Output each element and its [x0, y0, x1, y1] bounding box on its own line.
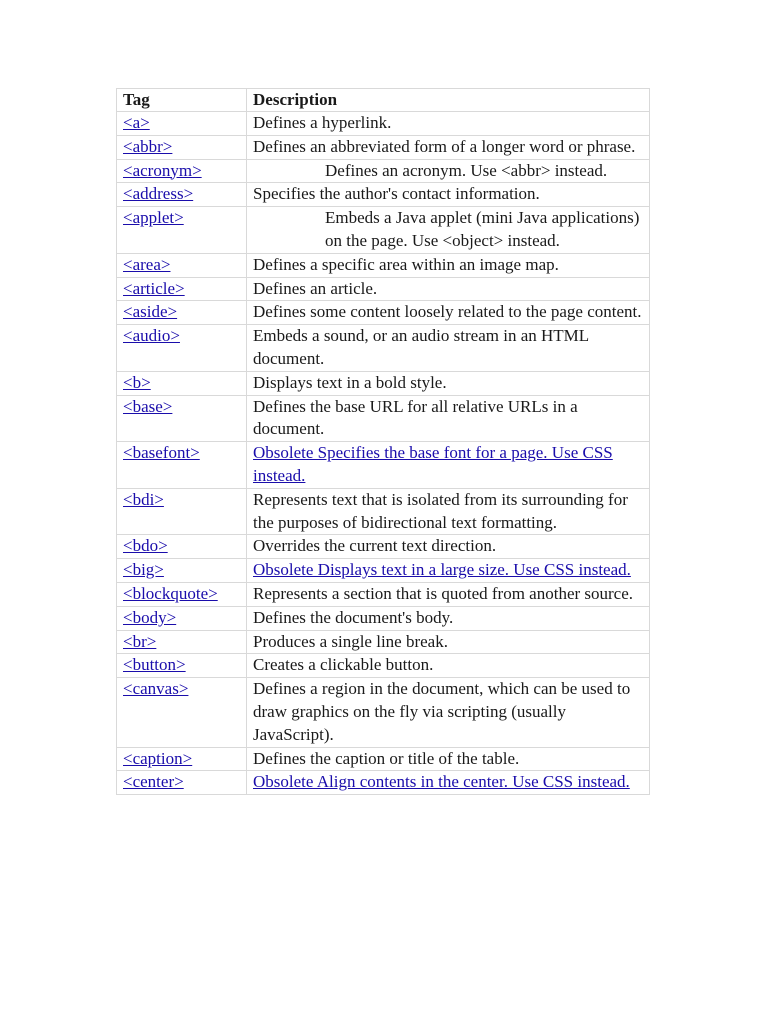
description-text: Overrides the current text direction.	[253, 536, 497, 556]
tag-link[interactable]: <basefont>	[123, 443, 200, 463]
table-row	[117, 395, 650, 442]
tag-link[interactable]: <abbr>	[123, 136, 173, 156]
description-text: Embeds a Java applet (mini Java applications) on the page. Use <object> instead.	[325, 208, 640, 250]
tag-cell	[117, 488, 247, 535]
table-row	[117, 207, 650, 254]
tag-cell	[117, 606, 247, 630]
description-link[interactable]: Obsolete Align contents in the center. Use CSS instead.	[253, 772, 630, 792]
table-row	[117, 678, 650, 747]
description-link[interactable]: Obsolete Specifies the base font for a page. Use CSS instead.	[253, 443, 613, 485]
tag-cell	[117, 159, 247, 183]
description-link[interactable]: Obsolete Displays text in a large size. Use CSS instead.	[253, 560, 631, 580]
tag-cell	[117, 654, 247, 678]
description-cell	[247, 559, 650, 583]
description-text: Defines an article.	[253, 278, 378, 298]
tag-link[interactable]: <base>	[123, 396, 173, 416]
table-row	[117, 442, 650, 489]
description-cell	[247, 582, 650, 606]
tag-link[interactable]: <aside>	[123, 302, 178, 322]
tag-link[interactable]: <body>	[123, 607, 177, 627]
table-row	[117, 488, 650, 535]
description-cell	[247, 112, 650, 136]
html-tags-table	[116, 88, 650, 795]
tag-link[interactable]: <applet>	[123, 208, 184, 228]
tag-cell	[117, 395, 247, 442]
table-row	[117, 159, 650, 183]
tag-cell	[117, 747, 247, 771]
table-row	[117, 183, 650, 207]
tag-cell	[117, 582, 247, 606]
description-text: Defines an acronym. Use <abbr> instead.	[325, 160, 608, 180]
table-row	[117, 371, 650, 395]
description-text: Defines a hyperlink.	[253, 113, 392, 132]
description-cell	[247, 488, 650, 535]
table-row	[117, 135, 650, 159]
description-cell	[247, 747, 650, 771]
table-row	[117, 253, 650, 277]
table-row	[117, 325, 650, 372]
tag-link[interactable]: <br>	[123, 631, 157, 651]
description-cell	[247, 771, 650, 795]
description-cell	[247, 325, 650, 372]
tag-link[interactable]: <bdo>	[123, 536, 168, 556]
table-body	[117, 112, 650, 795]
description-text: Defines an abbreviated form of a longer word or phrase.	[253, 136, 636, 156]
description-text: Represents text that is isolated from its surrounding for the purposes of bidirectional text formatting.	[253, 489, 628, 532]
description-cell	[247, 253, 650, 277]
description-text: Defines the base URL for all relative URLs in a document.	[253, 396, 578, 439]
tag-cell	[117, 135, 247, 159]
description-cell	[247, 159, 650, 183]
tag-link[interactable]: <b>	[123, 372, 151, 392]
description-cell	[247, 395, 650, 442]
description-cell	[247, 442, 650, 489]
description-cell	[247, 654, 650, 678]
tag-cell	[117, 535, 247, 559]
tag-link[interactable]: <canvas>	[123, 679, 189, 699]
description-cell	[247, 207, 650, 254]
table-row	[117, 582, 650, 606]
description-cell	[247, 371, 650, 395]
tag-link[interactable]: <button>	[123, 655, 186, 675]
description-text: Defines some content loosely related to the page content.	[253, 302, 642, 322]
description-cell	[247, 606, 650, 630]
tag-link[interactable]: <article>	[123, 278, 185, 298]
table-row	[117, 301, 650, 325]
tag-cell	[117, 559, 247, 583]
tag-cell	[117, 678, 247, 747]
description-column-header: Description	[247, 89, 650, 112]
table-row	[117, 630, 650, 654]
tag-link[interactable]: <blockquote>	[123, 583, 218, 603]
description-text: Defines the document's body.	[253, 607, 454, 627]
indented-description	[253, 160, 644, 183]
tag-link[interactable]: <a>	[123, 113, 150, 132]
tag-link[interactable]: <caption>	[123, 748, 193, 768]
table-header-row	[117, 89, 650, 112]
tag-cell	[117, 771, 247, 795]
description-text: Defines the caption or title of the table.	[253, 748, 520, 768]
tag-link[interactable]: <area>	[123, 254, 171, 274]
tag-cell	[117, 207, 247, 254]
tag-cell	[117, 183, 247, 207]
description-text: Embeds a sound, or an audio stream in an HTML document.	[253, 326, 589, 368]
table-row	[117, 112, 650, 136]
description-text: Defines a region in the document, which can be used to draw graphics on the fly via scripting (usually JavaScript).	[253, 679, 631, 744]
table-row	[117, 771, 650, 795]
tag-cell	[117, 277, 247, 301]
indented-description	[253, 207, 644, 253]
description-cell	[247, 135, 650, 159]
description-text: Represents a section that is quoted from another source.	[253, 583, 634, 603]
tag-link[interactable]: <big>	[123, 560, 164, 580]
tag-cell	[117, 442, 247, 489]
tag-link[interactable]: <audio>	[123, 326, 180, 346]
description-cell	[247, 301, 650, 325]
description-text: Produces a single line break.	[253, 631, 448, 651]
description-text: Creates a clickable button.	[253, 655, 434, 675]
description-text: Specifies the author's contact information.	[253, 184, 540, 204]
table-row	[117, 277, 650, 301]
description-cell	[247, 678, 650, 747]
description-cell	[247, 183, 650, 207]
tag-cell	[117, 325, 247, 372]
description-cell	[247, 535, 650, 559]
table-row	[117, 654, 650, 678]
tag-link[interactable]: <acronym>	[123, 160, 202, 180]
description-cell	[247, 277, 650, 301]
table-row	[117, 559, 650, 583]
tag-cell	[117, 253, 247, 277]
tag-link[interactable]: <center>	[123, 772, 184, 792]
description-text: Displays text in a bold style.	[253, 372, 447, 392]
tag-link[interactable]: <address>	[123, 184, 194, 204]
description-cell	[247, 630, 650, 654]
tag-cell	[117, 371, 247, 395]
table-row	[117, 606, 650, 630]
tag-cell	[117, 630, 247, 654]
table-row	[117, 747, 650, 771]
tag-cell	[117, 112, 247, 136]
tag-cell	[117, 301, 247, 325]
tag-column-header: Tag	[117, 89, 247, 112]
table-row	[117, 535, 650, 559]
tag-link[interactable]: <bdi>	[123, 489, 164, 509]
description-text: Defines a specific area within an image map.	[253, 254, 559, 274]
